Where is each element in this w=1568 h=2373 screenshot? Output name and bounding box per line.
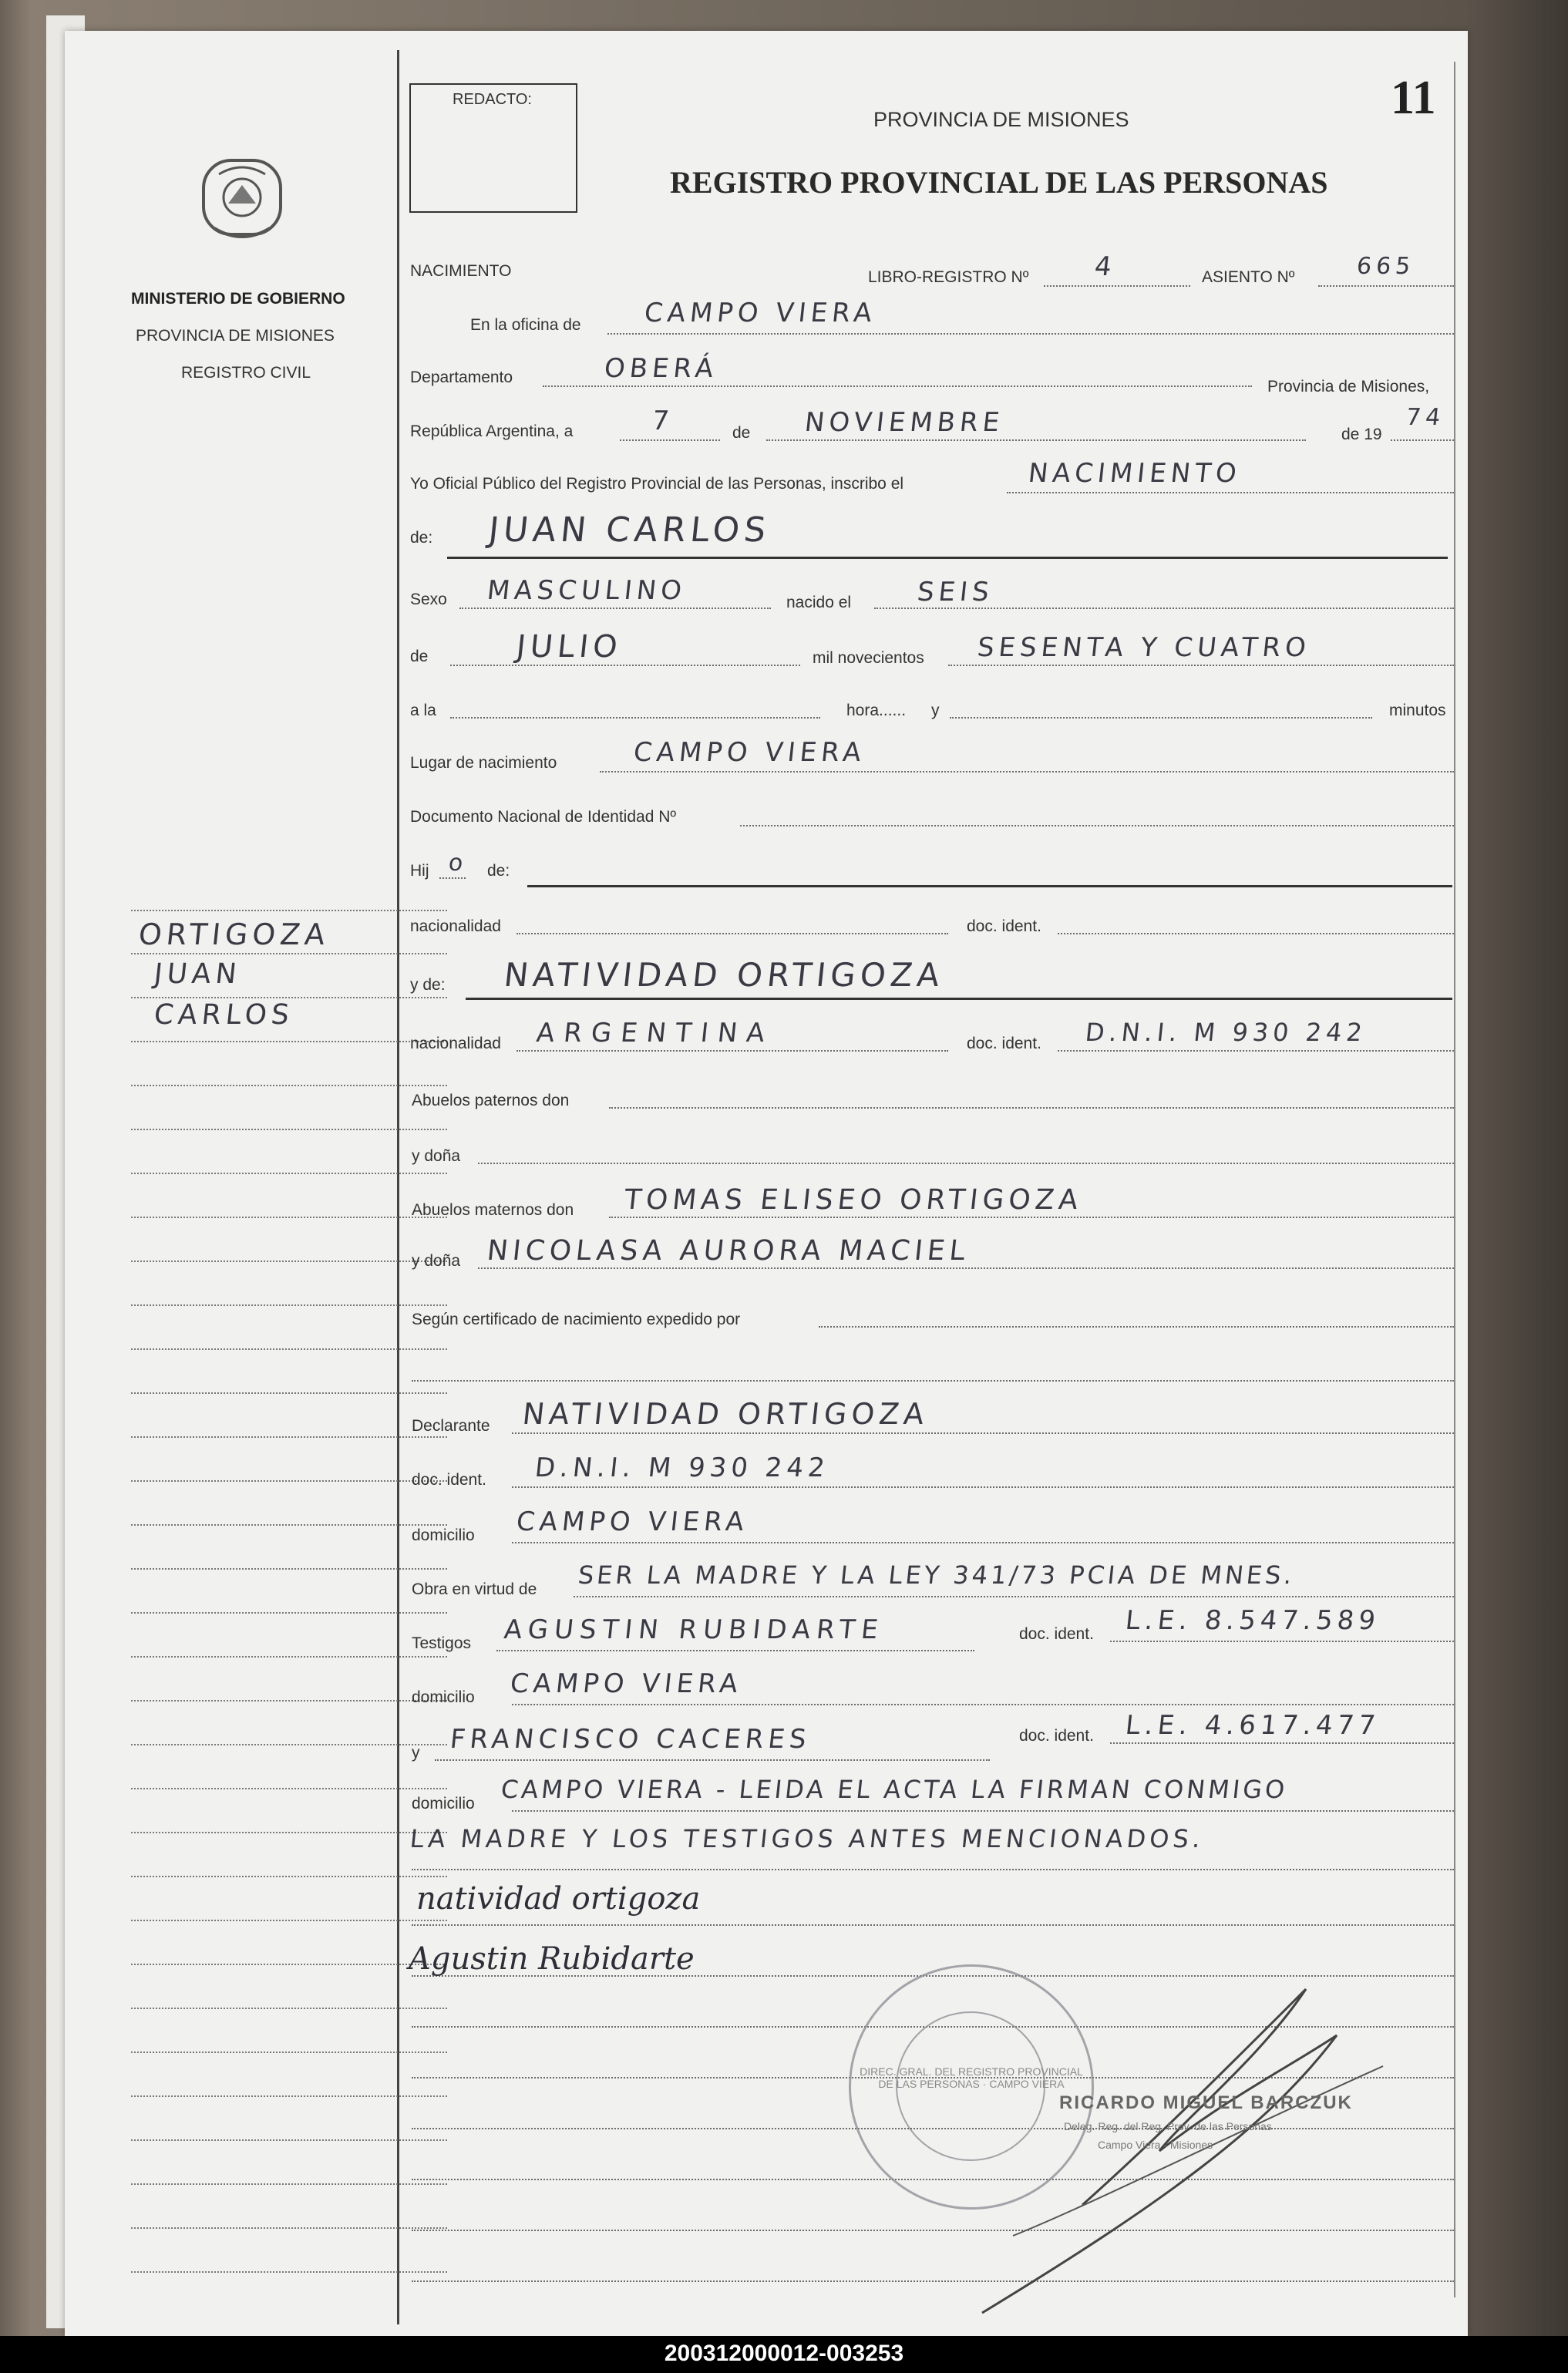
dots-lugar [600,771,1454,772]
margin-line [131,1041,447,1042]
label-hora: hora...... [846,702,907,719]
margin-line [131,2271,447,2273]
margin-line [131,1876,447,1877]
margin-line [131,2139,447,2141]
line-madre [466,998,1452,1000]
value-madre-nacionalidad: ARGENTINA [534,1018,776,1048]
signature-testigo: Agustin Rubidarte [409,1941,695,1977]
margin-line [131,997,447,998]
value-nombre: JUAN CARLOS [486,510,772,550]
label-doc-padre: doc. ident. [967,917,1041,935]
margin-line [131,1392,447,1394]
label-asiento: ASIENTO Nº [1202,268,1295,286]
margin-line [131,1964,447,1965]
margin-name-2: CARLOS [152,999,295,1031]
value-testigo2-doc: L.E. 4.617.477 [1123,1710,1381,1741]
registry-seal [849,1964,1094,2210]
value-declarante-doc: D.N.I. M 930 242 [533,1452,831,1483]
dots-mes-nac [450,665,800,666]
line-padre [527,885,1452,887]
label-doc-declarante: doc. ident. [412,1471,486,1489]
margin-line [131,1700,447,1701]
label-y-testigo2: y [412,1744,420,1762]
province-label: PROVINCIA DE MISIONES [136,327,335,345]
label-doc-testigo1: doc. ident. [1019,1625,1094,1643]
label-lugar: Lugar de nacimiento [410,754,557,772]
form-title: REGISTRO PROVINCIAL DE LAS PERSONAS [670,165,1328,200]
value-asiento: 665 [1355,253,1417,280]
signature-madre: natividad ortigoza [416,1881,701,1917]
margin-rule [397,50,399,2324]
dots-libro [1044,285,1190,287]
margin-line [131,1217,447,1218]
value-cierre: LA MADRE Y LOS TESTIGOS ANTES MENCIONADOS. [409,1824,1206,1853]
margin-line [131,2008,447,2009]
coat-of-arms-emblem [191,143,293,251]
dots-dom-testigo2 [512,1810,1454,1812]
label-y-dona-mat: y doña [412,1252,461,1270]
margin-line [131,1744,447,1745]
label-a-la: a la [410,702,436,719]
dots-declarante [512,1432,1454,1434]
label-y-dona-pat: y doña [412,1147,461,1165]
label-departamento: Departamento [410,369,513,386]
dots-nac-madre [516,1050,948,1052]
value-inscribe: NACIMIENTO [1026,458,1243,489]
dots-doc-madre [1058,1050,1454,1052]
value-testigo2-domicilio: CAMPO VIERA - LEIDA EL ACTA LA FIRMAN CONMIGO [500,1775,1290,1804]
margin-line [131,1612,447,1614]
seal-text: DIREC. GRAL. DEL REGISTRO PROVINCIAL DE LAS PERSONAS · CAMPO VIERA [860,2065,1083,2090]
dots-doc-padre [1058,933,1454,934]
dots-dom-declarante [512,1542,1454,1543]
label-doc-testigo2: doc. ident. [1019,1727,1094,1745]
dots-abuelo-mat [609,1217,1454,1218]
label-nacionalidad-padre: nacionalidad [410,917,501,935]
margin-line [131,2227,447,2229]
value-testigo1: AGUSTIN RUBIDARTE [502,1614,886,1645]
margin-line [131,1568,447,1570]
label-oficina: En la oficina de [470,316,581,334]
margin-line [131,1436,447,1438]
dots-abuela-mat [478,1267,1454,1269]
margin-line [131,2095,447,2097]
value-declarante-domicilio: CAMPO VIERA [514,1506,750,1537]
margin-line [131,910,447,911]
value-testigo1-domicilio: CAMPO VIERA [508,1668,744,1699]
label-hij: Hij [410,862,429,880]
margin-line [131,1524,447,1526]
dots-segun-2 [412,1380,1454,1382]
label-obra: Obra en virtud de [412,1580,537,1598]
value-dia: 7 [650,406,675,436]
registry-page [65,31,1468,2336]
value-nacido-dia: SEIS [915,577,995,608]
label-testigos: Testigos [412,1634,472,1652]
dots-cierre [412,1869,1454,1870]
dots-a-la [450,717,820,719]
value-sexo: MASCULINO [485,575,688,606]
label-abuelos-paternos: Abuelos paternos don [412,1092,570,1109]
dots-segun [819,1326,1454,1328]
value-nacido-mes: JULIO [514,629,624,665]
label-de-mes-nac: de [410,648,429,665]
archive-id: 200312000012-003253 [664,2341,904,2366]
redacto-box [409,83,577,213]
label-provincia: Provincia de Misiones, [1267,378,1430,396]
official-name: RICARDO MIGUEL BARCZUK [1059,2092,1353,2113]
redacto-label: REDACTO: [453,91,532,108]
official-title-1: Deleg. Reg. del Reg. Prov. de las Personas [1064,2120,1272,2132]
label-documento: Documento Nacional de Identidad Nº [410,808,677,826]
margin-line [131,1920,447,1921]
dots-anio-nac [948,665,1454,666]
value-madre-doc: D.N.I. M 930 242 [1084,1018,1368,1047]
dots-mes [766,439,1306,441]
value-hij: o [447,850,469,877]
margin-line [131,1261,447,1262]
line-nombre [447,557,1448,559]
label-y-de: y de: [410,976,446,994]
margin-line [131,1656,447,1658]
label-doc-madre: doc. ident. [967,1035,1041,1052]
value-abuela-materna: NICOLASA AURORA MACIEL [485,1235,971,1267]
margin-surname: ORTIGOZA [136,917,331,951]
margin-line [131,2183,447,2185]
value-declarante: NATIVIDAD ORTIGOZA [520,1397,930,1431]
dots-dom-testigo1 [512,1704,1454,1705]
registry-label: REGISTRO CIVIL [181,364,311,382]
label-oficial: Yo Oficial Público del Registro Provincial de las Personas, inscribo el [410,475,904,493]
label-republica: República Argentina, a [410,422,574,440]
label-de-19: de 19 [1341,426,1382,443]
dots-inscribe [1007,492,1454,493]
margin-line [131,1173,447,1174]
dots-oficina [607,333,1454,335]
margin-line [131,953,447,954]
value-lugar: CAMPO VIERA [631,737,867,768]
value-oficina: CAMPO VIERA [642,298,878,328]
label-nacido: nacido el [786,594,852,611]
dots-nacido [874,608,1454,609]
margin-line [131,1085,447,1086]
label-sexo: Sexo [410,591,447,608]
margin-line [131,1304,447,1306]
label-minutos: minutos [1389,702,1446,719]
dots-minutos [950,717,1372,719]
value-libro: 4 [1092,251,1118,282]
label-abuelos-maternos: Abuelos maternos don [412,1201,574,1219]
archive-id-bar [0,2336,1568,2373]
value-departamento: OBERÁ [602,353,720,384]
value-mes: NOVIEMBRE [803,407,1006,438]
label-declarante: Declarante [412,1417,490,1435]
value-anio: 74 [1405,404,1447,431]
value-obra: SER LA MADRE Y LA LEY 341/73 PCIA DE MNES. [577,1560,1297,1590]
value-testigo1-doc: L.E. 8.547.589 [1123,1605,1381,1636]
label-de-padres: de: [487,862,510,880]
dots-sexo [459,608,771,609]
dots-obra [574,1596,1454,1597]
margin-line [131,1832,447,1833]
dots-doc-declarante [512,1486,1454,1488]
dots-doc-testigo2 [1110,1742,1454,1744]
page-number: 11 [1391,72,1436,124]
margin-line [131,1788,447,1789]
label-segun: Según certificado de nacimiento expedido por [412,1311,741,1328]
label-de-mes: de [732,424,751,442]
dots-testigo2 [435,1759,990,1761]
official-title-2: Campo Viera - Misiones [1098,2139,1213,2151]
margin-line [131,2052,447,2053]
label-domicilio-testigo1: domicilio [412,1688,475,1706]
dots-nac-padre [516,933,948,934]
dots-abuela-pat [478,1163,1454,1164]
right-rule [1454,62,1455,2297]
margin-line [131,1480,447,1482]
margin-name-1: JUAN [152,958,243,990]
dots-departamento [543,385,1252,387]
dots-hij [439,877,466,879]
label-domicilio-testigo2: domicilio [412,1795,475,1813]
value-nacido-anio: SESENTA Y CUATRO [975,632,1312,663]
value-madre: NATIVIDAD ORTIGOZA [502,956,946,994]
ministry-label: MINISTERIO DE GOBIERNO [131,290,345,308]
dots-dia [620,439,720,441]
margin-line [131,1348,447,1350]
signature-line [412,1924,1454,1926]
label-domicilio-declarante: domicilio [412,1526,475,1544]
label-de-nombre: de: [410,529,433,547]
label-libro: LIBRO-REGISTRO Nº [868,268,1029,286]
dots-documento [740,825,1454,826]
form-province: PROVINCIA DE MISIONES [873,108,1129,131]
dots-abuelo-pat [609,1107,1454,1109]
label-y-hora: y [931,702,940,719]
dots-doc-testigo1 [1110,1641,1454,1642]
label-nacionalidad-madre: nacionalidad [410,1035,501,1052]
value-abuelo-materno: TOMAS ELISEO ORTIGOZA [622,1184,1085,1216]
dots-asiento [1318,285,1454,287]
dots-anio [1391,439,1454,441]
value-testigo2: FRANCISCO CACERES [448,1724,813,1755]
margin-line [131,1129,447,1130]
label-mil: mil novecientos [813,649,924,667]
dots-testigo1 [496,1650,974,1651]
label-nacimiento: NACIMIENTO [410,262,512,280]
